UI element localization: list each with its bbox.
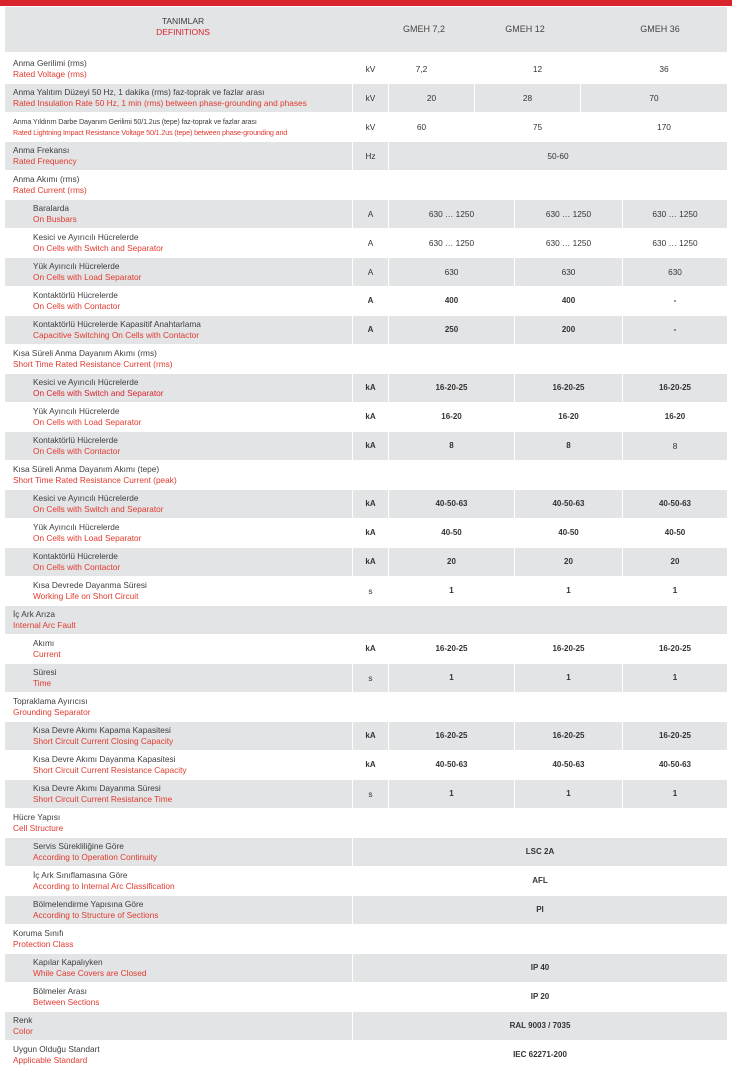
- label-en: Rated Lightning Impact Resistance Voltage 50/1.2us (tepe) between phase-grounding and: [13, 128, 288, 137]
- table-row: [5, 403, 727, 431]
- unit-cell: kA: [365, 644, 376, 653]
- value-gmeh-7-2: 400: [444, 296, 459, 305]
- label-tr: Süresi: [33, 667, 57, 677]
- value-gmeh-7-2: 40-50-63: [389, 490, 514, 518]
- label-tr: Kesici ve Ayırıcılı Hücrelerde: [33, 232, 139, 242]
- unit-cell: kA: [353, 548, 388, 576]
- label-en: Rated Frequency: [13, 156, 77, 166]
- label-en: Grounding Separator: [13, 707, 91, 717]
- value-gmeh-7-2: 1: [389, 780, 514, 808]
- value-gmeh-12: 630 … 1250: [515, 200, 622, 228]
- table-row-rated-frequency: [5, 142, 727, 170]
- value-gmeh-12: 630 … 1250: [545, 238, 592, 248]
- label-tr: Topraklama Ayırıcısı: [13, 696, 88, 706]
- label-tr: Kısa Süreli Anma Dayanım Akımı (rms): [13, 348, 157, 358]
- label-tr: Baralarda: [33, 203, 69, 213]
- table-row: [5, 519, 727, 547]
- label-tr: Kısa Devre Akımı Dayanma Süresi: [33, 783, 161, 793]
- table-row: [5, 838, 727, 866]
- label-tr: Anma Yalıtım Düzeyi 50 Hz, 1 dakika (rms) faz-toprak ve fazlar arası: [13, 87, 265, 97]
- label-tr: Bölmeler Arası: [33, 986, 87, 996]
- label-en: According to Operation Continuity: [33, 852, 158, 862]
- label-en: Rated Current (rms): [13, 185, 87, 195]
- value-all-models: IP 20: [530, 992, 550, 1001]
- label-tr: Hücre Yapısı: [13, 812, 61, 822]
- value-all-models: IP 40: [353, 954, 727, 982]
- value-gmeh-7-2: 1: [449, 586, 454, 595]
- value-gmeh-12: 20: [515, 548, 622, 576]
- unit-cell: A: [353, 316, 388, 344]
- table-row: [5, 751, 727, 779]
- label-tr: Kontaktörlü Hücrelerde: [33, 435, 118, 445]
- value-gmeh-12: 1: [515, 780, 622, 808]
- table-group-short-time-peak: [5, 461, 727, 489]
- value-gmeh-7-2: 40-50-63: [435, 760, 468, 769]
- unit-cell: A: [367, 238, 374, 248]
- label-en: On Cells with Contactor: [33, 301, 121, 311]
- label-tr: Anma Yıldırım Darbe Dayanım Gerilimi 50/1.2us (tepe) faz-toprak ve fazlar arası: [13, 117, 257, 126]
- value-gmeh-12: 40-50: [558, 528, 579, 537]
- table-row: [5, 316, 727, 344]
- value-all-models: PI: [353, 896, 727, 924]
- table-group-short-time-rms: [5, 345, 727, 373]
- value-all-models: AFL: [532, 876, 548, 885]
- label-en: According to Internal Arc Classification: [33, 881, 175, 891]
- table-row-rated-voltage: [5, 55, 727, 83]
- label-en: On Cells with Load Separator: [33, 272, 142, 282]
- value-gmeh-36: 170: [657, 122, 671, 132]
- value-gmeh-36: 40-50-63: [658, 760, 692, 769]
- label-tr: Kontaktörlü Hücrelerde Kapasitif Anahtarlama: [33, 319, 201, 329]
- unit-cell: Hz: [353, 142, 388, 170]
- unit-cell: kA: [353, 490, 388, 518]
- value-gmeh-12: 40-50-63: [515, 490, 622, 518]
- unit-cell: kA: [365, 760, 376, 769]
- model-header-gmeh-12: GMEH 12: [505, 24, 545, 34]
- unit-cell: kA: [353, 374, 388, 402]
- value-gmeh-36: 70: [581, 84, 727, 112]
- value-gmeh-12: 16-20-25: [515, 374, 622, 402]
- table-row: [5, 577, 727, 605]
- value-gmeh-12: 8: [515, 432, 622, 460]
- label-tr: Yük Ayırıcılı Hücrelerde: [33, 406, 120, 416]
- table-row: [5, 200, 727, 228]
- value-gmeh-12: 1: [566, 586, 571, 595]
- value-gmeh-36: 40-50: [664, 528, 686, 537]
- label-en: On Cells with Contactor: [33, 562, 121, 572]
- table-row: [5, 983, 727, 1011]
- value-gmeh-12: 12: [532, 64, 543, 74]
- table-row: [5, 490, 727, 518]
- value-gmeh-36: 1: [623, 664, 727, 692]
- value-gmeh-7-2: 630 … 1250: [428, 238, 475, 248]
- label-en: Short Time Rated Resistance Current (rms): [13, 359, 173, 369]
- label-tr: Kontaktörlü Hücrelerde: [33, 290, 118, 300]
- table-group-grounding-separator: [5, 693, 727, 721]
- label-tr: Akımı: [33, 638, 55, 648]
- value-gmeh-36: 36: [659, 64, 669, 74]
- table-row: [5, 780, 727, 808]
- label-en: On Cells with Load Separator: [33, 417, 142, 427]
- value-gmeh-36: 16-20-25: [623, 374, 727, 402]
- label-en: Time: [33, 678, 52, 688]
- label-tr: Renk: [13, 1015, 33, 1025]
- label-tr: Kesici ve Ayırıcılı Hücrelerde: [33, 493, 139, 503]
- value-gmeh-12: 16-20-25: [552, 644, 585, 653]
- value-all-models: LSC 2A: [353, 838, 727, 866]
- value-gmeh-7-2: 20: [389, 548, 514, 576]
- unit-cell: kA: [353, 432, 388, 460]
- value-gmeh-7-2: 7,2: [415, 64, 428, 74]
- label-tr: Yük Ayırıcılı Hücrelerde: [33, 261, 120, 271]
- value-gmeh-7-2: 630 … 1250: [389, 200, 514, 228]
- value-gmeh-36: -: [673, 296, 677, 305]
- unit-cell: s: [353, 780, 388, 808]
- value-gmeh-7-2: 630: [389, 258, 514, 286]
- unit-cell: A: [353, 200, 388, 228]
- value-gmeh-7-2: 40-50: [441, 528, 462, 537]
- value-gmeh-7-2: 16-20-25: [389, 374, 514, 402]
- value-gmeh-36: 630 … 1250: [652, 238, 698, 248]
- table-group-cell-structure: [5, 809, 727, 837]
- label-tr: İç Ark Sınıflamasına Göre: [33, 870, 128, 880]
- label-tr: Anma Frekansı: [13, 145, 70, 155]
- label-en: Short Circuit Current Resistance Time: [33, 794, 173, 804]
- label-tr: Kısa Devre Akımı Dayanma Kapasitesi: [33, 754, 176, 764]
- value-gmeh-12: 200: [515, 316, 622, 344]
- value-gmeh-7-2: 20: [389, 84, 474, 112]
- value-gmeh-36: 40-50-63: [623, 490, 727, 518]
- label-tr: İç Ark Arıza: [13, 609, 55, 619]
- definitions-header: [5, 16, 361, 38]
- label-en: Between Sections: [33, 997, 100, 1007]
- value-gmeh-7-2: 8: [389, 432, 514, 460]
- label-en: On Cells with Switch and Separator: [33, 243, 164, 253]
- label-en: Protection Class: [13, 939, 74, 949]
- value-gmeh-12: 16-20: [558, 412, 579, 421]
- value-gmeh-7-2: 60: [416, 122, 427, 132]
- value-gmeh-7-2: 16-20-25: [389, 722, 514, 750]
- value-gmeh-36: 630: [623, 258, 727, 286]
- label-tr: Servis Sürekliliğine Göre: [33, 841, 124, 851]
- label-tr: Kısa Süreli Anma Dayanım Akımı (tepe): [13, 464, 160, 474]
- label-tr: Yük Ayırıcılı Hücrelerde: [33, 522, 120, 532]
- table-row: [5, 374, 727, 402]
- unit-cell: kV: [365, 64, 376, 74]
- table-row: [5, 287, 727, 315]
- table-group-protection-class: [5, 925, 727, 953]
- label-en: Rated Insulation Rate 50 Hz, 1 min (rms) between phase-grounding and phases: [13, 98, 307, 108]
- label-en: Short Circuit Current Closing Capacity: [33, 736, 174, 746]
- table-row-applicable-standard: [5, 1041, 727, 1069]
- value-gmeh-7-2: 16-20-25: [435, 644, 468, 653]
- label-en: Working Life on Short Circuit: [33, 591, 139, 601]
- value-gmeh-7-2: 1: [389, 664, 514, 692]
- table-row: [5, 867, 727, 895]
- value-gmeh-36: 16-20-25: [623, 722, 727, 750]
- unit-cell: A: [367, 296, 374, 305]
- value-gmeh-12: 1: [515, 664, 622, 692]
- table-row: [5, 664, 727, 692]
- value-gmeh-12: 630: [515, 258, 622, 286]
- unit-cell: s: [353, 664, 388, 692]
- label-en: While Case Covers are Closed: [33, 968, 147, 978]
- unit-cell: kA: [353, 722, 388, 750]
- label-en: On Cells with Load Separator: [33, 533, 142, 543]
- label-en: On Cells with Contactor: [33, 446, 121, 456]
- unit-cell: s: [368, 586, 373, 596]
- value-gmeh-36: 1: [672, 586, 678, 595]
- table-group-internal-arc-fault: [5, 606, 727, 634]
- label-en: On Cells with Switch and Separator: [33, 504, 164, 514]
- value-gmeh-12: 40-50-63: [552, 760, 585, 769]
- value-all-models: IEC 62271-200: [513, 1050, 567, 1059]
- table-header: [5, 7, 727, 52]
- label-en: Applicable Standard: [13, 1055, 88, 1065]
- label-en: Color: [13, 1026, 33, 1036]
- label-tr: Kısa Devre Akımı Kapama Kapasitesi: [33, 725, 171, 735]
- table-row: [5, 432, 727, 460]
- table-row: [5, 954, 727, 982]
- value-all-models: 50-60: [389, 142, 727, 170]
- unit-cell: kA: [365, 528, 376, 537]
- value-gmeh-36: 8: [623, 432, 727, 460]
- value-gmeh-7-2: 250: [389, 316, 514, 344]
- value-gmeh-36: 16-20: [664, 412, 686, 421]
- label-en: Internal Arc Fault: [13, 620, 76, 630]
- label-en: Rated Voltage (rms): [13, 69, 87, 79]
- value-gmeh-12: 400: [561, 296, 576, 305]
- value-gmeh-36: 20: [623, 548, 727, 576]
- definitions-tr: TANIMLAR: [161, 16, 205, 26]
- definitions-en: DEFINITIONS: [156, 27, 210, 37]
- table-row: [5, 229, 727, 257]
- label-tr: Kısa Devrede Dayanma Süresi: [33, 580, 147, 590]
- label-tr: Bölmelendirme Yapısına Göre: [33, 899, 144, 909]
- spec-table: [5, 7, 727, 1070]
- unit-cell: A: [353, 258, 388, 286]
- value-gmeh-36: -: [623, 316, 727, 344]
- label-en: On Busbars: [33, 214, 77, 224]
- model-header-gmeh-36: GMEH 36: [640, 24, 680, 34]
- table-group-rated-current: [5, 171, 727, 199]
- model-header-gmeh-7-2: GMEH 7,2: [402, 24, 445, 34]
- label-tr: Anma Akımı (rms): [13, 174, 80, 184]
- value-gmeh-12: 75: [532, 122, 543, 132]
- value-all-models: RAL 9003 / 7035: [353, 1012, 727, 1040]
- value-gmeh-36: 1: [623, 780, 727, 808]
- value-gmeh-7-2: 16-20: [441, 412, 462, 421]
- label-tr: Koruma Sınıfı: [13, 928, 64, 938]
- label-en: Current: [33, 649, 61, 659]
- label-tr: Kontaktörlü Hücrelerde: [33, 551, 118, 561]
- unit-cell: kA: [365, 412, 376, 421]
- table-row: [5, 896, 727, 924]
- value-gmeh-36: 630 … 1250: [623, 200, 727, 228]
- label-tr: Kesici ve Ayırıcılı Hücrelerde: [33, 377, 139, 387]
- label-en: Short Time Rated Resistance Current (peak): [13, 475, 177, 485]
- value-gmeh-12: 16-20-25: [515, 722, 622, 750]
- label-tr: Uygun Olduğu Standart: [13, 1044, 100, 1054]
- table-row: [5, 635, 727, 663]
- table-row: [5, 722, 727, 750]
- label-en: Capacitive Switching On Cells with Contactor: [33, 330, 200, 340]
- table-row-color: [5, 1012, 727, 1040]
- label-en: Short Circuit Current Resistance Capacity: [33, 765, 187, 775]
- unit-cell: kV: [365, 122, 376, 132]
- label-tr: Kapılar Kapalıyken: [33, 957, 103, 967]
- table-row-rated-lightning: [5, 113, 727, 141]
- label-tr: Anma Gerilimi (rms): [13, 58, 87, 68]
- label-en: According to Structure of Sections: [33, 910, 159, 920]
- unit-cell: kV: [353, 84, 388, 112]
- table-row: [5, 258, 727, 286]
- value-gmeh-12: 28: [475, 84, 580, 112]
- table-row: [5, 548, 727, 576]
- label-en: On Cells with Switch and Separator: [33, 388, 164, 398]
- table-row-rated-insulation: [5, 84, 727, 112]
- top-accent-bar: [0, 0, 732, 6]
- label-en: Cell Structure: [13, 823, 64, 833]
- value-gmeh-36: 16-20-25: [658, 644, 692, 653]
